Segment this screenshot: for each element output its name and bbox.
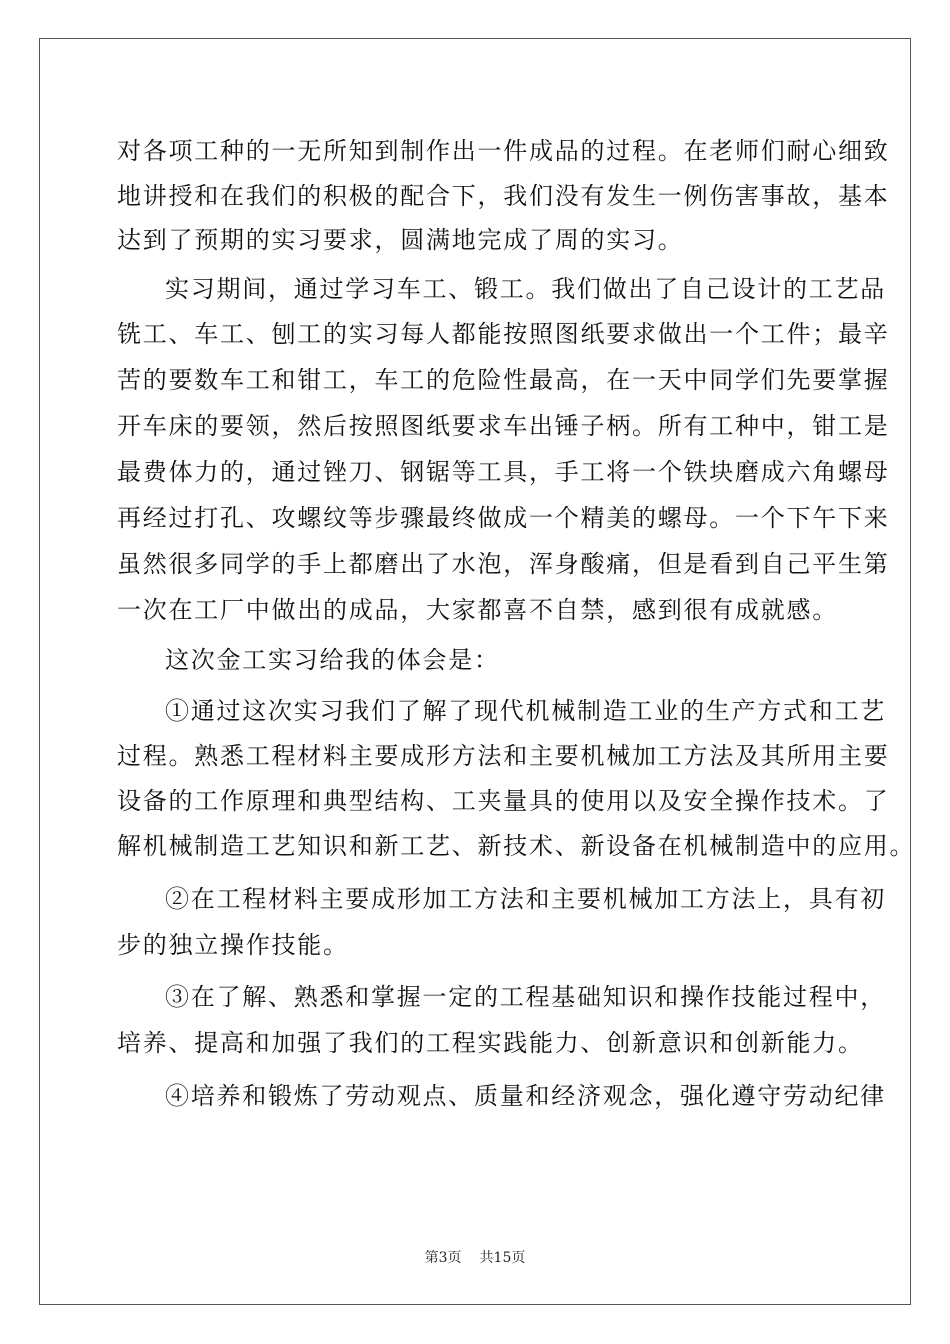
text-line: 再经过打孔、攻螺纹等步骤最终做成一个精美的螺母。一个下午下来 [117,504,890,532]
text-line: 开车床的要领，然后按照图纸要求车出锤子柄。所有工种中，钳工是 [117,412,890,440]
page-number: 第3页 [424,1250,462,1266]
paragraph-first-line: ①通过这次实习我们了解了现代机械制造工业的生产方式和工艺 [165,697,886,725]
text-line: 苦的要数车工和钳工，车工的危险性最高，在一天中同学们先要掌握 [117,366,890,394]
paragraph-first-line: ④培养和锻炼了劳动观点、质量和经济观念，强化遵守劳动纪律 [165,1082,886,1110]
text-line: 设备的工作原理和典型结构、工夹量具的使用以及安全操作技术。了 [117,787,890,815]
text-line: 培养、提高和加强了我们的工程实践能力、创新意识和创新能力。 [117,1029,864,1057]
paragraph-first-line: ②在工程材料主要成形加工方法和主要机械加工方法上，具有初 [165,885,886,913]
text-line: 解机械制造工艺知识和新工艺、新技术、新设备在机械制造中的应用。 [117,832,916,860]
page-footer [0,1247,950,1267]
text-line: 过程。熟悉工程材料主要成形方法和主要机械加工方法及其所用主要 [117,742,890,770]
text-line: 达到了预期的实习要求，圆满地完成了周的实习。 [117,226,684,254]
page-total: 共15页 [479,1250,526,1266]
text-line: 最费体力的，通过锉刀、钢锯等工具，手工将一个铁块磨成六角螺母 [117,458,890,486]
paragraph-first-line: 实习期间，通过学习车工、锻工。我们做出了自己设计的工艺品 [165,275,886,303]
text-line: 对各项工种的一无所知到制作出一件成品的过程。在老师们耐心细致 [117,137,890,165]
paragraph-first-line: ③在了解、熟悉和掌握一定的工程基础知识和操作技能过程中， [165,983,886,1011]
text-line: 铣工、车工、刨工的实习每人都能按照图纸要求做出一个工件；最辛 [117,320,890,348]
paragraph-first-line: 这次金工实习给我的体会是： [165,646,500,674]
text-line: 一次在工厂中做出的成品，大家都喜不自禁，感到很有成就感。 [117,596,838,624]
text-line: 步的独立操作技能。 [117,931,349,959]
text-line: 地讲授和在我们的积极的配合下，我们没有发生一例伤害事故，基本 [117,182,890,210]
text-line: 虽然很多同学的手上都磨出了水泡，浑身酸痛，但是看到自己平生第 [117,550,890,578]
